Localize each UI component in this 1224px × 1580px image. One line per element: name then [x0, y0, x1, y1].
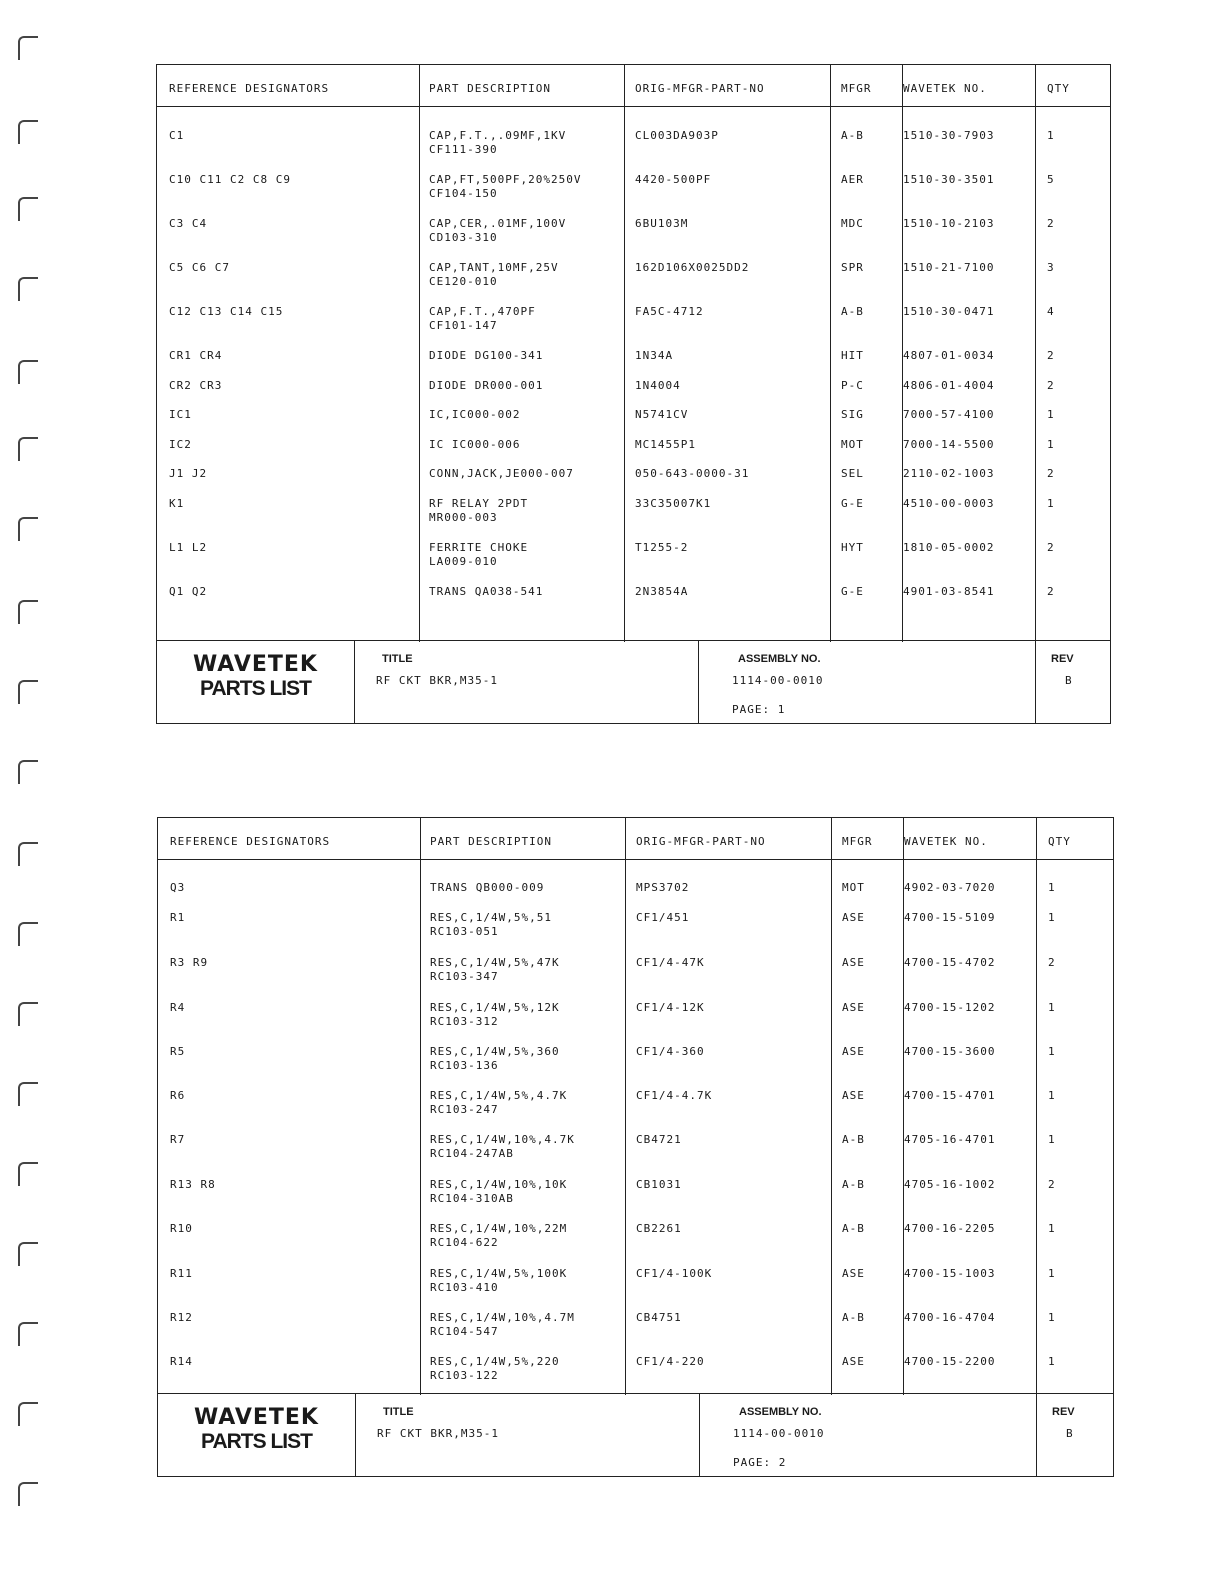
mfgr: ASE [842, 1045, 865, 1058]
wavetek: 4700-15-2200 [904, 1355, 996, 1368]
title-label: TITLE [382, 653, 413, 665]
rev-label: REV [1051, 653, 1074, 665]
binder-mark [18, 517, 40, 547]
binder-mark [18, 1082, 40, 1112]
ref: Q3 [170, 881, 186, 894]
binder-mark [18, 120, 40, 150]
desc: DIODE DR000-001 [429, 379, 544, 392]
wavetek: 2110-02-1003 [903, 467, 995, 480]
qty: 2 [1047, 217, 1055, 230]
col-qty: QTY [1047, 82, 1070, 95]
desc: CAP,F.T.,470PF CF101-147 [429, 305, 536, 332]
mfgr: A-B [841, 305, 864, 318]
wavetek: 4705-16-1002 [904, 1178, 996, 1191]
document-type: PARTS LIST [200, 677, 311, 700]
col-mfgr: MFGR [841, 82, 872, 95]
desc: TRANS QA038-541 [429, 585, 544, 598]
binder-mark [18, 36, 40, 66]
desc: RES,C,1/4W,5%,47K RC103-347 [430, 956, 560, 983]
binder-mark [18, 1482, 40, 1512]
binder-mark [18, 1402, 40, 1432]
ref: CR2 CR3 [169, 379, 223, 392]
ref: R6 [170, 1089, 186, 1102]
col-mfgr: MFGR [842, 835, 873, 848]
qty: 2 [1047, 585, 1055, 598]
binder-mark [18, 197, 40, 227]
qty: 1 [1048, 881, 1056, 894]
mfgr: ASE [842, 1355, 865, 1368]
binder-mark [18, 1322, 40, 1352]
binder-mark [18, 760, 40, 790]
wavetek: 4700-16-2205 [904, 1222, 996, 1235]
col-wavetek-no: WAVETEK NO. [903, 82, 987, 95]
wavetek: 4700-15-4701 [904, 1089, 996, 1102]
assembly-cell [699, 1394, 1037, 1476]
col-qty: QTY [1048, 835, 1071, 848]
col-orig-mfgr-part-no: ORIG-MFGR-PART-NO [635, 82, 765, 95]
binder-mark [18, 600, 40, 630]
orig: 162D106X0025DD2 [635, 261, 750, 274]
ref: Q1 Q2 [169, 585, 208, 598]
ref: R14 [170, 1355, 193, 1368]
orig: CB4721 [636, 1133, 682, 1146]
table-header [157, 65, 1110, 107]
title-cell [355, 1394, 700, 1476]
mfgr: SIG [841, 408, 864, 421]
qty: 2 [1047, 379, 1055, 392]
qty: 1 [1047, 438, 1055, 451]
mfgr: ASE [842, 1089, 865, 1102]
ref: K1 [169, 497, 185, 510]
orig: CF1/4-100K [636, 1267, 713, 1280]
rev-value: B [1065, 674, 1073, 687]
qty: 1 [1048, 1045, 1056, 1058]
mfgr: MOT [841, 438, 864, 451]
ref: R11 [170, 1267, 193, 1280]
ref: IC1 [169, 408, 192, 421]
wavetek: 4807-01-0034 [903, 349, 995, 362]
ref: R3 R9 [170, 956, 209, 969]
binder-mark [18, 1162, 40, 1192]
mfgr: A-B [841, 129, 864, 142]
desc: RES,C,1/4W,5%,4.7K RC103-247 [430, 1089, 568, 1116]
qty: 2 [1048, 1178, 1056, 1191]
wavetek: 4901-03-8541 [903, 585, 995, 598]
wavetek-logo: WAVETEK [194, 1405, 319, 1430]
orig: T1255-2 [635, 541, 689, 554]
wavetek: 7000-57-4100 [903, 408, 995, 421]
wavetek: 1510-30-0471 [903, 305, 995, 318]
wavetek: 4700-15-1003 [904, 1267, 996, 1280]
mfgr: SPR [841, 261, 864, 274]
ref: R1 [170, 911, 186, 924]
mfgr: ASE [842, 1001, 865, 1014]
desc: RES,C,1/4W,5%,100K RC103-410 [430, 1267, 568, 1294]
wavetek: 4700-15-1202 [904, 1001, 996, 1014]
desc: TRANS QB000-009 [430, 881, 545, 894]
orig: CB2261 [636, 1222, 682, 1235]
wavetek: 4705-16-4701 [904, 1133, 996, 1146]
assembly-number: 1114-00-0010 [732, 674, 824, 687]
col-wavetek-no: WAVETEK NO. [904, 835, 988, 848]
wavetek: 4806-01-4004 [903, 379, 995, 392]
logo-block [157, 641, 355, 723]
ref: C12 C13 C14 C15 [169, 305, 284, 318]
desc: RF RELAY 2PDT MR000-003 [429, 497, 529, 524]
mfgr: SEL [841, 467, 864, 480]
page-number: PAGE: 2 [733, 1456, 787, 1469]
wavetek: 4700-15-4702 [904, 956, 996, 969]
binder-mark [18, 437, 40, 467]
orig: 6BU103M [635, 217, 689, 230]
wavetek: 1810-05-0002 [903, 541, 995, 554]
revision-cell [1035, 641, 1110, 723]
assembly-label: ASSEMBLY NO. [739, 1406, 822, 1418]
orig: FA5C-4712 [635, 305, 704, 318]
binder-mark [18, 1002, 40, 1032]
binder-mark [18, 680, 40, 710]
orig: 1N34A [635, 349, 674, 362]
title-cell [354, 641, 699, 723]
orig: CF1/4-4.7K [636, 1089, 713, 1102]
parts-table [157, 65, 1110, 642]
mfgr: HIT [841, 349, 864, 362]
col-ref-designators: REFERENCE DESIGNATORS [169, 82, 330, 95]
binder-mark [18, 1242, 40, 1272]
table-header [158, 818, 1113, 860]
desc: RES,C,1/4W,5%,12K RC103-312 [430, 1001, 560, 1028]
wavetek-logo: WAVETEK [193, 652, 318, 677]
orig: CF1/4-47K [636, 956, 705, 969]
qty: 1 [1047, 129, 1055, 142]
title-label: TITLE [383, 1406, 414, 1418]
orig: 2N3854A [635, 585, 689, 598]
wavetek: 4700-16-4704 [904, 1311, 996, 1324]
qty: 1 [1047, 497, 1055, 510]
title-value: RF CKT BKR,M35-1 [376, 674, 498, 687]
desc: CAP,CER,.01MF,100V CD103-310 [429, 217, 567, 244]
rev-label: REV [1052, 1406, 1075, 1418]
qty: 3 [1047, 261, 1055, 274]
parts-list-sheet-page-1 [156, 64, 1111, 724]
ref: R10 [170, 1222, 193, 1235]
desc: RES,C,1/4W,5%,360 RC103-136 [430, 1045, 560, 1072]
wavetek: 1510-30-3501 [903, 173, 995, 186]
ref: L1 L2 [169, 541, 208, 554]
page-number: PAGE: 1 [732, 703, 786, 716]
mfgr: A-B [842, 1311, 865, 1324]
orig: 050-643-0000-31 [635, 467, 750, 480]
title-block [158, 1393, 1113, 1476]
title-value: RF CKT BKR,M35-1 [377, 1427, 499, 1440]
qty: 1 [1047, 408, 1055, 421]
wavetek: 1510-21-7100 [903, 261, 995, 274]
orig: 33C35007K1 [635, 497, 712, 510]
wavetek: 7000-14-5500 [903, 438, 995, 451]
wavetek: 1510-30-7903 [903, 129, 995, 142]
logo-block [158, 1394, 356, 1476]
col-ref-designators: REFERENCE DESIGNATORS [170, 835, 331, 848]
ref: C1 [169, 129, 185, 142]
desc: RES,C,1/4W,5%,51 RC103-051 [430, 911, 552, 938]
parts-table [158, 818, 1113, 1395]
orig: CL003DA903P [635, 129, 719, 142]
title-block [157, 640, 1110, 723]
qty: 2 [1047, 467, 1055, 480]
mfgr: HYT [841, 541, 864, 554]
binder-mark [18, 922, 40, 952]
ref: J1 J2 [169, 467, 208, 480]
wavetek: 4510-00-0003 [903, 497, 995, 510]
mfgr: AER [841, 173, 864, 186]
desc: RES,C,1/4W,10%,4.7K RC104-247AB [430, 1133, 575, 1160]
ref: R7 [170, 1133, 186, 1146]
orig: CF1/451 [636, 911, 690, 924]
orig: CF1/4-12K [636, 1001, 705, 1014]
parts-list-sheet-page-2 [157, 817, 1114, 1477]
orig: CF1/4-360 [636, 1045, 705, 1058]
ref: IC2 [169, 438, 192, 451]
qty: 1 [1048, 1089, 1056, 1102]
binder-mark [18, 277, 40, 307]
orig: 1N4004 [635, 379, 681, 392]
col-orig-mfgr-part-no: ORIG-MFGR-PART-NO [636, 835, 766, 848]
qty: 4 [1047, 305, 1055, 318]
desc: CONN,JACK,JE000-007 [429, 467, 574, 480]
binder-mark [18, 360, 40, 390]
rev-value: B [1066, 1427, 1074, 1440]
ref: R5 [170, 1045, 186, 1058]
mfgr: G-E [841, 497, 864, 510]
desc: CAP,TANT,10MF,25V CE120-010 [429, 261, 559, 288]
desc: RES,C,1/4W,5%,220 RC103-122 [430, 1355, 560, 1382]
mfgr: ASE [842, 956, 865, 969]
orig: CB4751 [636, 1311, 682, 1324]
ref: C10 C11 C2 C8 C9 [169, 173, 291, 186]
revision-cell [1036, 1394, 1113, 1476]
ref: C3 C4 [169, 217, 208, 230]
orig: N5741CV [635, 408, 689, 421]
wavetek: 4700-15-3600 [904, 1045, 996, 1058]
desc: IC IC000-006 [429, 438, 521, 451]
desc: RES,C,1/4W,10%,4.7M RC104-547 [430, 1311, 575, 1338]
mfgr: A-B [842, 1178, 865, 1191]
ref: R12 [170, 1311, 193, 1324]
desc: FERRITE CHOKE LA009-010 [429, 541, 529, 568]
orig: CB1031 [636, 1178, 682, 1191]
wavetek: 4902-03-7020 [904, 881, 996, 894]
document-type: PARTS LIST [201, 1430, 312, 1453]
orig: MC1455P1 [635, 438, 696, 451]
mfgr: MOT [842, 881, 865, 894]
desc: IC,IC000-002 [429, 408, 521, 421]
ref: CR1 CR4 [169, 349, 223, 362]
wavetek: 1510-10-2103 [903, 217, 995, 230]
binder-mark [18, 842, 40, 872]
ref: R13 R8 [170, 1178, 216, 1191]
desc: CAP,FT,500PF,20%250V CF104-150 [429, 173, 582, 200]
qty: 1 [1048, 1001, 1056, 1014]
desc: CAP,F.T.,.09MF,1KV CF111-390 [429, 129, 567, 156]
ref: R4 [170, 1001, 186, 1014]
orig: 4420-500PF [635, 173, 712, 186]
mfgr: P-C [841, 379, 864, 392]
desc: RES,C,1/4W,10%,22M RC104-622 [430, 1222, 568, 1249]
mfgr: ASE [842, 1267, 865, 1280]
ref: C5 C6 C7 [169, 261, 230, 274]
assembly-cell [698, 641, 1036, 723]
assembly-label: ASSEMBLY NO. [738, 653, 821, 665]
col-part-description: PART DESCRIPTION [430, 835, 552, 848]
assembly-number: 1114-00-0010 [733, 1427, 825, 1440]
desc: DIODE DG100-341 [429, 349, 544, 362]
qty: 1 [1048, 1311, 1056, 1324]
orig: MPS3702 [636, 881, 690, 894]
qty: 2 [1048, 956, 1056, 969]
mfgr: MDC [841, 217, 864, 230]
qty: 2 [1047, 541, 1055, 554]
qty: 1 [1048, 911, 1056, 924]
mfgr: ASE [842, 911, 865, 924]
qty: 2 [1047, 349, 1055, 362]
mfgr: A-B [842, 1133, 865, 1146]
qty: 5 [1047, 173, 1055, 186]
col-part-description: PART DESCRIPTION [429, 82, 551, 95]
mfgr: G-E [841, 585, 864, 598]
mfgr: A-B [842, 1222, 865, 1235]
wavetek: 4700-15-5109 [904, 911, 996, 924]
qty: 1 [1048, 1355, 1056, 1368]
qty: 1 [1048, 1267, 1056, 1280]
qty: 1 [1048, 1222, 1056, 1235]
qty: 1 [1048, 1133, 1056, 1146]
orig: CF1/4-220 [636, 1355, 705, 1368]
desc: RES,C,1/4W,10%,10K RC104-310AB [430, 1178, 568, 1205]
